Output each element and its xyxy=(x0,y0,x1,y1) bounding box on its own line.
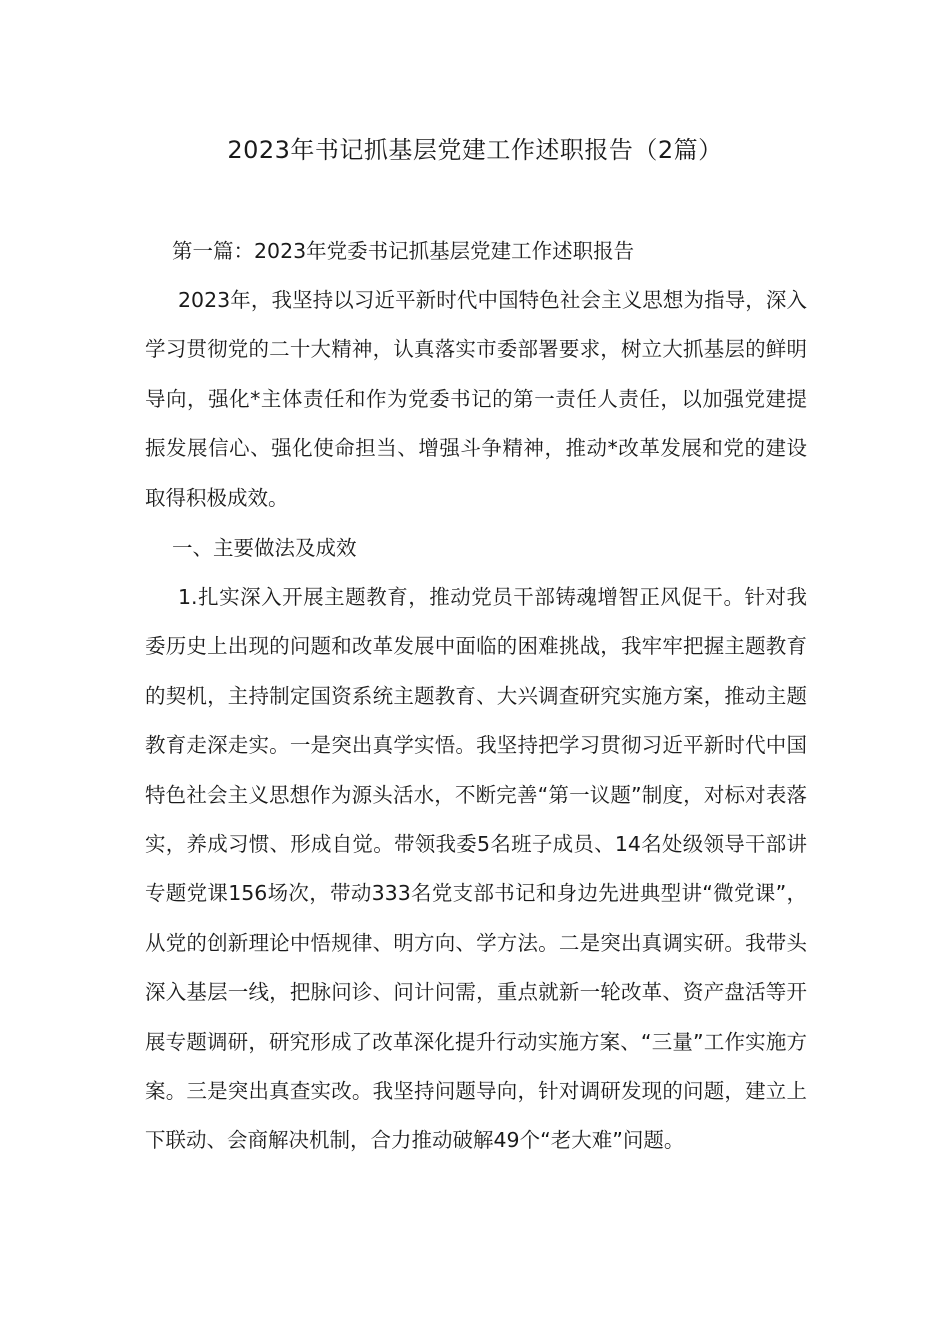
paragraph-intro: 2023年，我坚持以习近平新时代中国特色社会主义思想为指导，深入学习贯彻党的二十大精神，认真落实市委部署要求，树立大抓基层的鲜明导向，强化*主体责任和作为党委书记的第一责任人责任，以加强党建提振发展信心、强化使命担当、增强斗争精神，推动*改革发展和党的建设取得积极成效。 xyxy=(145,288,807,510)
subheading-main-practices: 一、主要做法及成效 xyxy=(172,536,357,560)
document-title: 2023年书记抓基层党建工作述职报告（2篇） xyxy=(227,136,723,164)
paragraph-theme-education: 1.扎实深入开展主题教育，推动党员干部铸魂增智正风促干。针对我委历史上出现的问题和改革发展中面临的困难挑战，我牢牢把握主题教育的契机，主持制定国资系统主题教育、大兴调查研究实施方案，推动主题教育走深走实。一是突出真学实悟。我坚持把学习贯彻习近平新时代中国特色社会主义思想作为源头活水，不断完善“第一议题”制度，对标对表落实，养成习惯、形成自觉。带领我委5名班子成员、14名处级领导干部讲专题党课156场次，带动333名党支部书记和身边先进典型讲“微党课”，从党的创新理论中悟规律、明方向、学方法。二是突出真调实研。我带头深入基层一线，把脉问诊、问计问需，重点就新一轮改革、资产盘活等开展专题调研，研究形成了改革深化提升行动实施方案、“三量”工作实施方案。三是突出真查实改。我坚持问题导向，针对调研发现的问题，建立上下联动、会商解决机制，合力推动破解49个“老大难”问题。 xyxy=(145,585,807,1153)
section-heading: 第一篇：2023年党委书记抓基层党建工作述职报告 xyxy=(172,239,635,263)
